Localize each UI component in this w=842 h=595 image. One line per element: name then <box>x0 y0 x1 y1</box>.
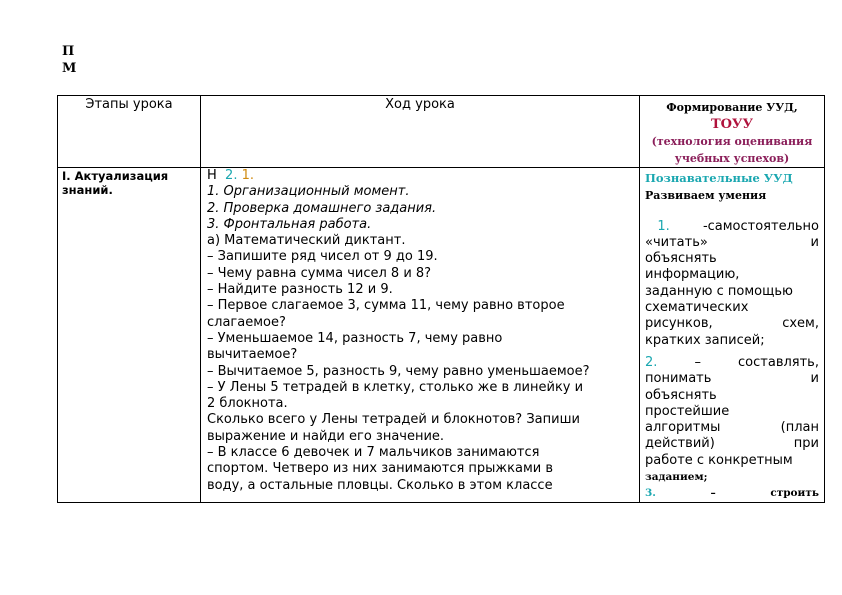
table-row <box>58 168 825 503</box>
uud-b1-text: -самостоятельно <box>702 218 819 234</box>
header-uud <box>640 96 825 168</box>
lesson-line: – Найдите разность 12 и 9. <box>207 282 393 298</box>
uud-b2-text: алгоритмы <box>645 420 721 436</box>
lesson-prefix: Н <box>207 168 217 183</box>
uud-b1-text: заданную с помощью <box>645 283 793 299</box>
lesson-line: 2 блокнота. <box>207 396 288 412</box>
uud-b2-text: и <box>810 371 819 387</box>
uud-b1-line7 <box>645 316 819 332</box>
lesson-line: – Запишите ряд чисел от 9 до 19. <box>207 249 438 265</box>
uud-b1-line2 <box>645 235 819 251</box>
lesson-line: – У Лены 5 тетрадей в клетку, столько же в линейку и <box>207 379 584 395</box>
uud-b2-text: работе с конкретным <box>645 452 793 468</box>
lesson-line: спортом. Четверо из них занимаются прыжками в <box>207 461 554 477</box>
uud-b2-text: понимать <box>645 371 712 387</box>
stage-line-1: I. Актуализация <box>62 169 169 183</box>
uud-b3-text: – <box>710 487 716 500</box>
page-header-line-2: М <box>62 61 77 76</box>
uud-b1-text: объяснять <box>645 251 717 267</box>
uud-b2-line6 <box>645 436 819 452</box>
uud-b2-text: (план <box>780 420 819 436</box>
uud-b2-text: действий) <box>645 436 715 452</box>
page-header-line-1: П <box>62 44 75 59</box>
table-header-row <box>58 96 825 168</box>
lesson-line: – Первое слагаемое 3, сумма 11, чему равно второе <box>207 298 565 314</box>
lesson-line: – Уменьшаемое 14, разность 7, чему равно <box>207 330 503 346</box>
uud-b2-text: простейшие <box>645 403 730 419</box>
uud-b2-num: 2. <box>645 354 658 370</box>
lesson-line: Сколько всего у Лены тетрадей и блокнотов? Запиши <box>207 412 580 428</box>
uud-b1-text: информацию, <box>645 267 740 283</box>
stage-cell <box>58 168 201 503</box>
header-uud-line3: (технология оценивания <box>651 135 813 148</box>
header-uud-line4: учебных успехов) <box>674 152 790 165</box>
uud-b1-line1 <box>645 219 819 235</box>
uud-b3-num: 3. <box>645 487 656 500</box>
lesson-line: а) Математический диктант. <box>207 233 406 249</box>
uud-b1-text: схем, <box>782 316 819 332</box>
uud-b2-text: заданием; <box>645 471 708 484</box>
uud-b1-num: 1. <box>657 218 670 234</box>
lesson-line: – В классе 6 девочек и 7 мальчиков занимаются <box>207 445 540 461</box>
lesson-item: 2. Проверка домашнего задания. <box>207 200 437 216</box>
uud-b3-text: строить <box>770 487 819 500</box>
lesson-line: – Вычитаемое 5, разность 9, чему равно уменьшаемое? <box>207 363 590 379</box>
uud-b1-text: рисунков, <box>645 316 713 332</box>
uud-cell <box>640 168 825 503</box>
uud-b2-line2 <box>645 371 819 387</box>
lesson-line: слагаемое? <box>207 314 286 330</box>
uud-title: Познавательные УУД <box>645 171 793 185</box>
lesson-table <box>57 95 825 503</box>
uud-b2-text: – <box>694 354 701 370</box>
uud-b3-line1 <box>645 485 819 501</box>
header-lesson-flow: Ход урока <box>201 96 640 168</box>
uud-b1-text: и <box>810 234 819 250</box>
lesson-num-2: 1. <box>241 168 254 183</box>
stage-line-2: знаний. <box>62 183 113 197</box>
uud-b2-text: составлять, <box>738 354 819 370</box>
lesson-num-1: 2. <box>225 168 238 183</box>
uud-b2-text: при <box>793 436 819 452</box>
lesson-item: 3. Фронтальная работа. <box>207 216 372 232</box>
lesson-line: выражение и найди его значение. <box>207 428 445 444</box>
header-uud-line1: Формирование УУД, <box>666 101 798 114</box>
lesson-item: 1. Организационный момент. <box>207 184 410 200</box>
uud-subtitle: Развиваем умения <box>645 189 767 203</box>
uud-b2-line1 <box>645 355 819 371</box>
uud-b2-line5 <box>645 420 819 436</box>
lesson-flow-cell <box>201 168 640 503</box>
uud-b1-text: схематических <box>645 300 749 316</box>
lesson-first-line <box>207 168 633 184</box>
lesson-line: – Чему равна сумма чисел 8 и 8? <box>207 265 432 281</box>
uud-b1-text: кратких записей; <box>645 332 765 348</box>
header-stages: Этапы урока <box>58 96 201 168</box>
lesson-line: воду, а остальные пловцы. Сколько в этом классе <box>207 477 553 493</box>
uud-b1-text: «читать» <box>645 234 708 250</box>
header-uud-touu: ТОУУ <box>710 117 754 132</box>
lesson-line: вычитаемое? <box>207 347 298 363</box>
uud-b2-text: объяснять <box>645 387 717 403</box>
